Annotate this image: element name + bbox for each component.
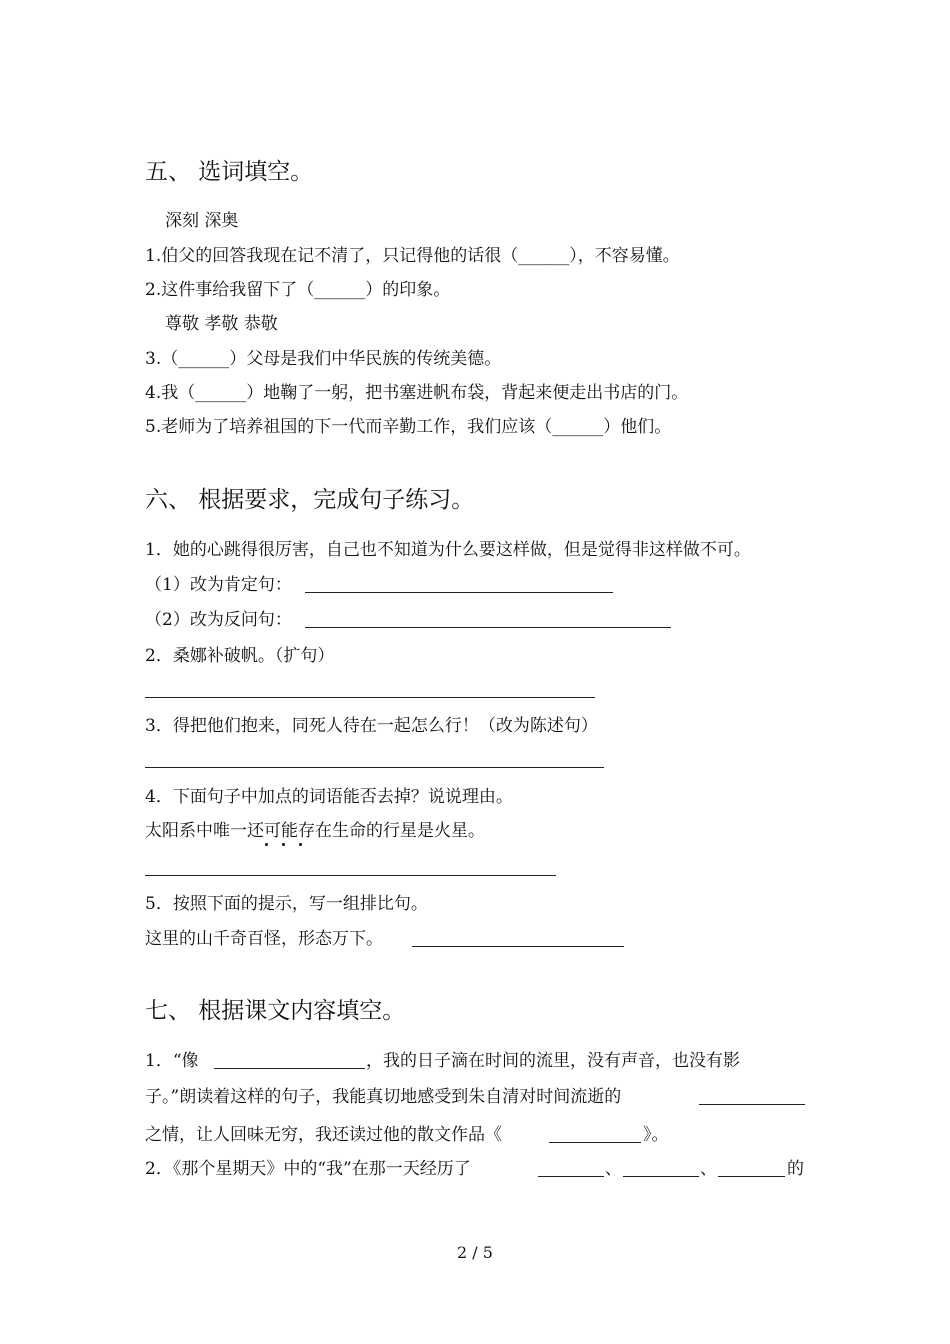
question-7-2: 2．《那个星期天》中的“我”在那一天经历了: [145, 1159, 471, 1179]
page-number: 2 / 5: [457, 1243, 493, 1262]
question-7-1-start: 1．“像: [145, 1051, 199, 1071]
question-6-1-b: （2）改为反问句：: [145, 610, 292, 630]
answer-line-6-5[interactable]: [412, 946, 624, 947]
word-choices-b: 尊敬 孝敬 恭敬: [165, 314, 278, 334]
answer-line-6-4[interactable]: [145, 875, 556, 876]
question-6-1: 1．她的心跳得很厉害，自己也不知道为什么要这样做，但是觉得非这样做不可。: [145, 540, 751, 560]
separator: 、: [605, 1159, 622, 1179]
answer-line-6-1-a[interactable]: [305, 592, 613, 593]
question-7-2-end: 的: [787, 1159, 804, 1179]
question-7-1-line1: ，我的日子滴在时间的流里，没有声音，也没有影: [366, 1051, 740, 1071]
section-5-title: 五、 选词填空。: [145, 159, 314, 185]
blank-7-2-a[interactable]: [538, 1176, 604, 1177]
answer-line-6-1-b[interactable]: [305, 627, 671, 628]
emphasis-dot: [265, 843, 268, 846]
question-5-4: 4.我（______）地鞠了一躬，把书塞进帆布袋，背起来便走出书店的门。: [145, 383, 689, 403]
question-7-1-line2: 子。”朗读着这样的句子，我能真切地感受到朱自清对时间流逝的: [145, 1087, 622, 1107]
question-6-3: 3．得把他们抱来，同死人待在一起怎么行！（改为陈述句）: [145, 716, 598, 736]
question-5-1: 1.伯父的回答我现在记不清了，只记得他的话很（______），不容易懂。: [145, 246, 680, 266]
question-6-2: 2．桑娜补破帆。（扩句）: [145, 646, 335, 666]
question-6-4-sentence: 太阳系中唯一还可能存在生命的行星是火星。: [145, 821, 485, 841]
question-6-4: 4．下面句子中加点的词语能否去掉？说说理由。: [145, 787, 513, 807]
separator: 、: [700, 1159, 717, 1179]
question-7-1-line3-end: 》。: [643, 1125, 669, 1145]
blank-7-1-b[interactable]: [699, 1104, 805, 1105]
blank-7-2-b[interactable]: [623, 1176, 699, 1177]
blank-7-2-c[interactable]: [718, 1176, 785, 1177]
blank-7-1-a[interactable]: [214, 1068, 365, 1069]
word-choices-a: 深刻 深奥: [165, 211, 239, 231]
question-5-2: 2.这件事给我留下了（______）的印象。: [145, 280, 451, 300]
blank-7-1-c[interactable]: [549, 1142, 641, 1143]
emphasis-dot: [299, 843, 302, 846]
question-6-5-sentence: 这里的山千奇百怪，形态万下。: [145, 929, 383, 949]
question-6-5: 5．按照下面的提示，写一组排比句。: [145, 894, 428, 914]
answer-line-6-2[interactable]: [145, 697, 595, 698]
question-7-1-line3: 之情，让人回味无穷，我还读过他的散文作品《: [145, 1125, 502, 1145]
section-7-title: 七、 根据课文内容填空。: [145, 998, 406, 1024]
question-6-1-a: （1）改为肯定句：: [145, 575, 292, 595]
question-5-3: 3.（______）父母是我们中华民族的传统美德。: [145, 349, 502, 369]
answer-line-6-3[interactable]: [145, 767, 604, 768]
emphasis-dot: [282, 843, 285, 846]
question-5-5: 5.老师为了培养祖国的下一代而辛勤工作，我们应该（______）他们。: [145, 417, 672, 437]
section-6-title: 六、 根据要求，完成句子练习。: [145, 487, 475, 513]
